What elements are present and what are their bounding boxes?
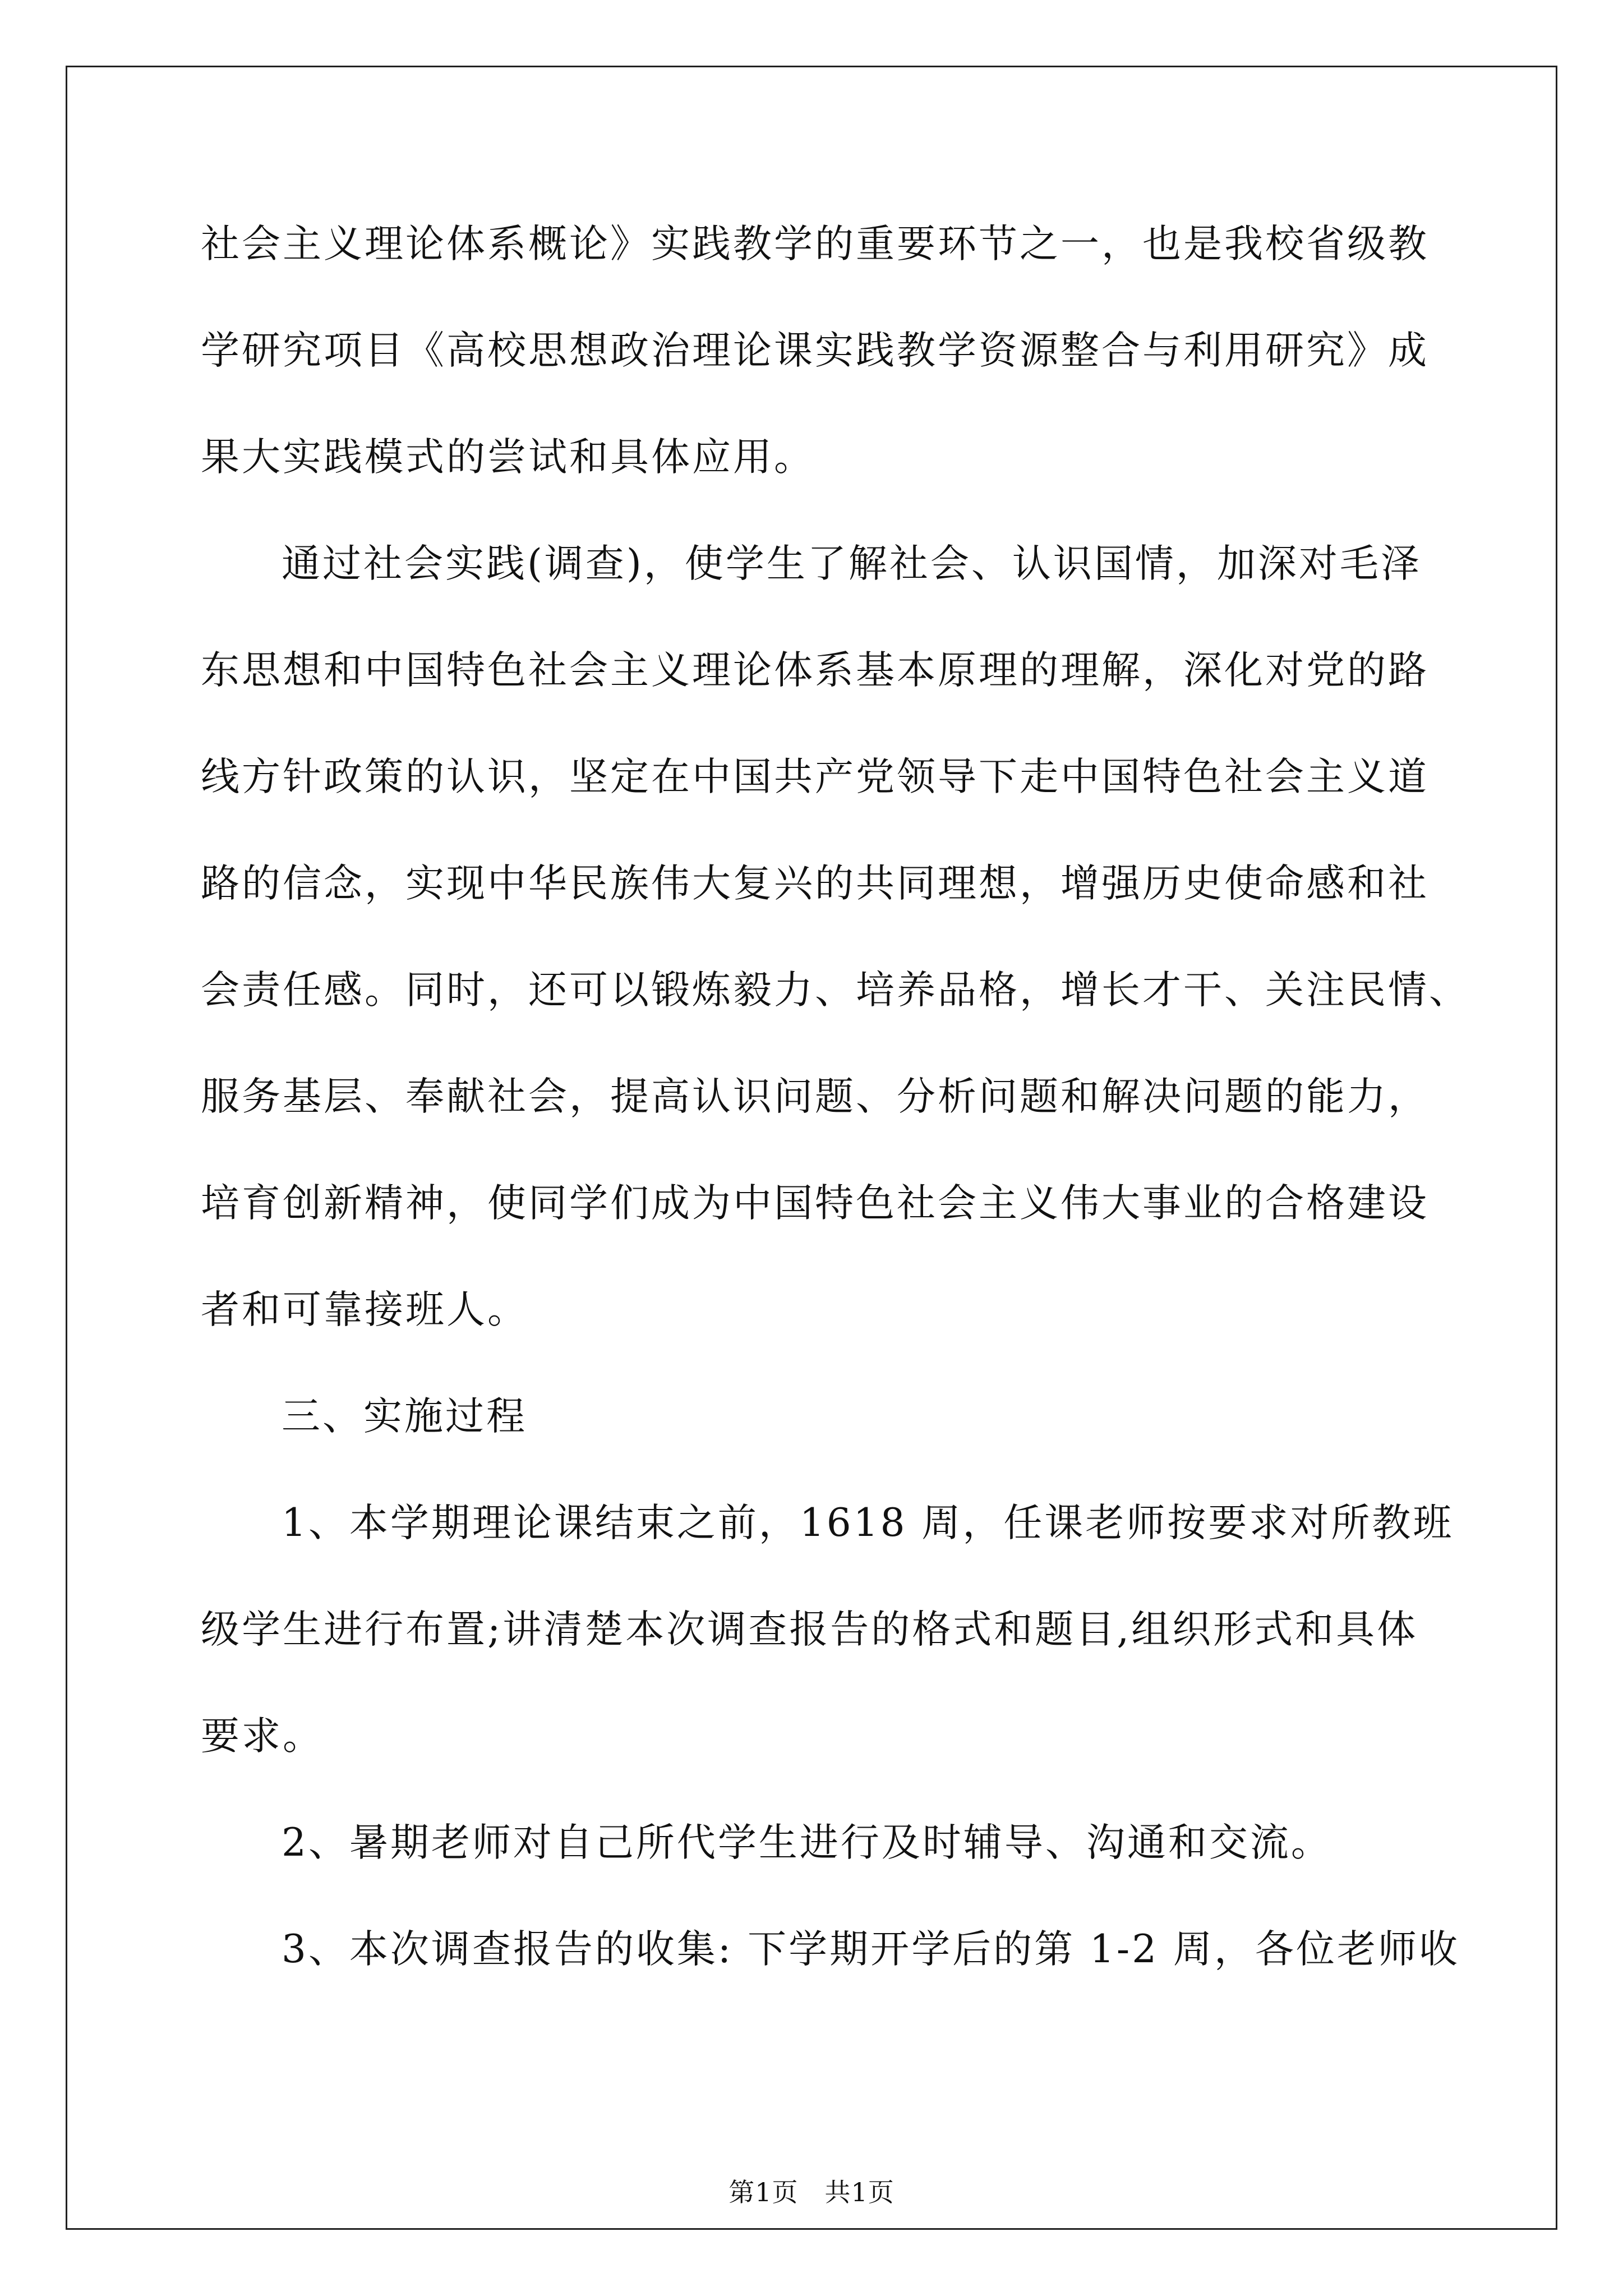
text-line: 路的信念，实现中华民族伟大复兴的共同理想，增强历史使命感和社 <box>201 861 1429 906</box>
text-line: 要求。 <box>201 1714 324 1759</box>
text-line: 社会主义理论体系概论》实践教学的重要环节之一，也是我校省级教 <box>201 222 1429 266</box>
page-total: 共1页 <box>824 2177 895 2207</box>
paragraph-start-line: 2、暑期老师对自己所代学生进行及时辅导、沟通和交流。 <box>282 1820 1332 1865</box>
text-line: 服务基层、奉献社会，提高认识问题、分析问题和解决问题的能力， <box>201 1074 1429 1119</box>
text-line: 级学生进行布置;讲清楚本次调查报告的格式和题目,组织形式和具体 <box>201 1607 1418 1652</box>
text-line: 线方针政策的认识，坚定在中国共产党领导下走中国特色社会主义道 <box>201 754 1429 799</box>
text-line: 培育创新精神，使同学们成为中国特色社会主义伟大事业的合格建设 <box>201 1181 1429 1226</box>
document-body <box>201 191 1485 2003</box>
paragraph-start-line: 1、本学期理论课结束之前，1618 周，任课老师按要求对所教班 <box>282 1501 1454 1545</box>
section-heading: 三、实施过程 <box>282 1394 527 1439</box>
text-line: 东思想和中国特色社会主义理论体系基本原理的理解，深化对党的路 <box>201 648 1429 693</box>
text-line: 学研究项目《高校思想政治理论课实践教学资源整合与利用研究》成 <box>201 328 1429 373</box>
page-number: 第1页 <box>728 2177 799 2207</box>
paragraph-start-line: 通过社会实践(调查)，使学生了解社会、认识国情，加深对毛泽 <box>282 541 1422 586</box>
paragraph-start-line: 3、本次调查报告的收集: 下学期开学后的第 1-2 周，各位老师收 <box>282 1927 1460 1972</box>
text-line: 会责任感。同时，还可以锻炼毅力、培养品格，增长才干、关注民情、 <box>201 968 1470 1013</box>
text-line: 者和可靠接班人。 <box>201 1287 528 1332</box>
page-footer <box>0 2175 1623 2209</box>
text-line: 果大实践模式的尝试和具体应用。 <box>201 435 815 480</box>
